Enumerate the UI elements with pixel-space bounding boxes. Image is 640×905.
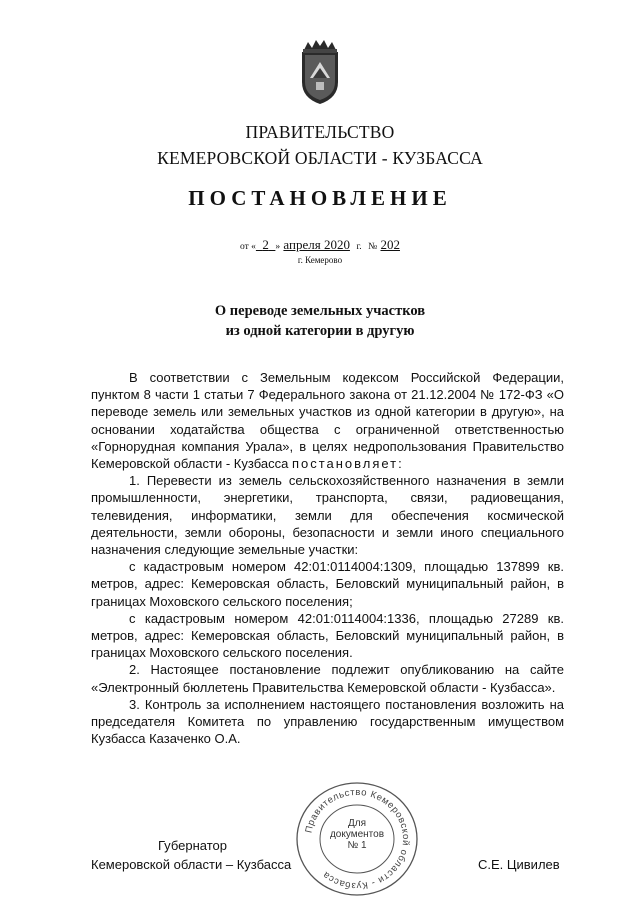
subject-line1: О переводе земельных участков	[214, 303, 426, 319]
subject-line2: из одной категории в другую	[225, 323, 415, 339]
date-day: 2	[262, 237, 269, 252]
stamp-inner-text	[326, 818, 388, 851]
date-from-label: от «	[240, 242, 256, 252]
government-name-line2: КЕМЕРОВСКОЙ ОБЛАСТИ - КУЗБАССА	[157, 148, 483, 168]
coat-of-arms-icon	[296, 38, 344, 106]
document-city: г. Кемерово	[297, 255, 343, 265]
parcel-2-paragraph: с кадастровым номером 42:01:0114004:1336, площадью 27289 кв. метров, адрес: Кемеровская область, Беловский муниципальный район, в границах Моховского сельского поселения.	[91, 610, 564, 661]
stamp-ring-text: Правительство Кемеровской области - Кузбасса	[303, 786, 412, 892]
stamp-line1: Для	[347, 818, 367, 829]
document-date-line: от « 2 » апреля 2020 г. № 202	[240, 237, 400, 252]
date-month-year: апреля 2020	[283, 237, 350, 252]
parcel-1-paragraph: с кадастровым номером 42:01:0114004:1309, площадью 137899 кв. метров, адрес: Кемеровская область, Беловский муниципальный район, в границах Моховского сельского поселения;	[91, 559, 564, 609]
stamp-line2: документов	[329, 829, 385, 840]
signature-title: Губернатор	[158, 838, 227, 853]
stamp-line3: № 1	[347, 840, 367, 851]
item-1-paragraph: 1. Перевести из земель сельскохозяйственного назначения в земли промышленности, энергетики, транспорта, связи, радиовещания, телевидения, информатики, земли для обеспечения космической деятельности, земли обороны, безопасности и земли иного специального назначения следующие земельные участки:	[91, 473, 564, 558]
intro-decree-word: постановляет:	[291, 456, 404, 472]
intro-text: В соответствии с Земельным кодексом Российской Федерации, пунктом 8 части 1 статьи 7 Федерального закона от 21.12.2004 № 172-ФЗ «О переводе земель или земельных участков из одной категории в другую», на основании ходатайства общества с ограниченной ответственностью «Горнорудная компания Урала», в целях недропользования Правительство Кемеровской области - Кузбасса	[91, 370, 564, 472]
document-body	[91, 369, 564, 747]
document-number: 202	[380, 237, 400, 252]
item-3-paragraph: 3. Контроль за исполнением настоящего постановления возложить на председателя Комитета по управлению государственным имуществом Кузбасса Казаченко О.А.	[91, 696, 564, 747]
item-2-paragraph: 2. Настоящее постановление подлежит опубликованию на сайте «Электронный бюллетень Правительства Кемеровской области - Кузбасса».	[91, 662, 564, 695]
document-type-heading: ПОСТАНОВЛЕНИЕ	[188, 186, 452, 210]
date-year-suffix: г.	[356, 242, 362, 252]
document-subject	[0, 301, 640, 341]
number-label: №	[368, 242, 378, 252]
government-name-line1: ПРАВИТЕЛЬСТВО	[245, 122, 395, 142]
signature-name: С.Е. Цивилев	[478, 857, 560, 872]
intro-paragraph	[91, 369, 564, 472]
signature-region: Кемеровской области – Кузбасса	[91, 857, 292, 872]
